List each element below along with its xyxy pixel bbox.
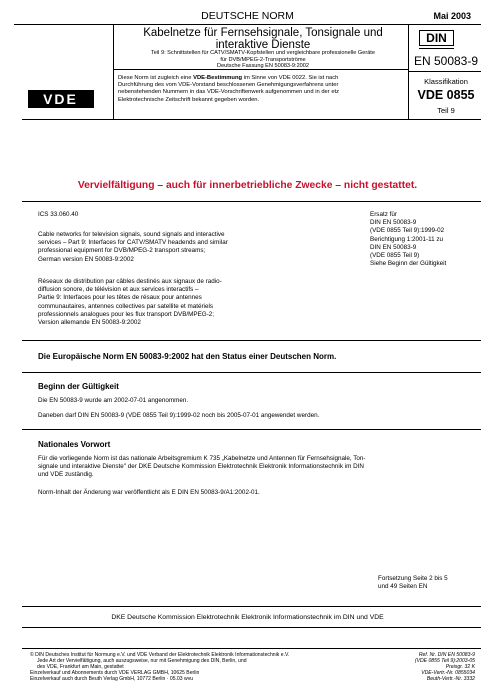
section-rule-2 [22, 340, 481, 341]
reference-footer: Ref. Nr. DIN EN 50083-9 (VDE 0855 Teil 9):2003-05 Preisgr. 32 K VDE-Vertr.-Nr. 0855034 Beuth-Vertr.-Nr. 3332 [414, 652, 475, 683]
title-bottom-rule [22, 119, 481, 120]
footer-rule [22, 648, 481, 649]
reproduction-warning: Vervielfältigung – auch für innerbetriebliche Zwecke – nicht gestattet. [77, 180, 418, 191]
foreword-amendment-note: Norm-Inhalt der Änderung war veröffentlicht als E DIN EN 50083-9/A1:2002-01. [38, 489, 260, 496]
validity-line-2: Daneben darf DIN EN 50083-9 (VDE 0855 Teil 9):1999-02 noch bis 2005-07-01 angewendet werden. [38, 412, 320, 419]
din-logo: DIN [419, 30, 454, 46]
french-title: Réseaux de distribution par câbles destinés aux signaux de radio- diffusion sonore, de télévision et aux services interactifs – Partie 9: Interfaces pour les têtes de résaux pour antennes communautaires, antennes collectives par satellite et matériels professionnels analogues pour les flux transport DVB/MPEG-2; Version allemande EN 50083-9:2002 [38, 278, 222, 327]
foreword-paragraph: Für die vorliegende Norm ist das nationale Arbeitsgremium K 735 „Kabelnetze und Antennen für Fernsehsignale, Ton- signale und interaktive Dienste" der DKE Deutsche Kommission Elektrotechnik Elektronik Informationstechnik im DIN und VDE zuständig. [38, 455, 366, 479]
document-subtitle: Teil 9: Schnittstellen für CATV/SMATV-Kopfstellen und vergleichbare professionelle Geräte für DVB/MPEG-2-Transportströme Deutsche Fassung EN 50083-9:2002 [151, 50, 375, 70]
document-number: EN 50083-9 [413, 54, 479, 68]
dke-commission: DKE Deutsche Kommission Elektrotechnik Elektronik Informationstechnik im DIN und VDE [111, 614, 384, 621]
continuation-note: Fortsetzung Seite 2 bis 5 und 49 Seiten EN [378, 575, 448, 591]
title-divider-left [113, 24, 114, 119]
vde-logo-box [22, 81, 99, 117]
norm-header: DEUTSCHE NORM [201, 10, 294, 22]
validity-line-1: Die EN 50083-9 wurde am 2002-07-01 angenommen. [38, 397, 189, 404]
validity-heading: Beginn der Gültigkeit [38, 382, 119, 391]
classification-part: Teil 9 [437, 106, 455, 115]
vde-logo: VDE [28, 90, 94, 108]
section-rule-1 [22, 201, 481, 202]
copyright-footer: © DIN Deutsches Institut für Normung e.V. und VDE Verband der Elektrotechnik Elektronik Informationstechnik e.V. Jede Art der Vervielfältigung, auch auszugsweise, nur mit Genehmigung des DIN, Berlin, und des VDE, Frankfurt am Main, gestattet Einzelverkauf und Abonnements durch VDE VERLAG GMBH, 10625 Berlin Einzelverkauf auch durch Beuth Verlag GmbH, 10772 Berlin · 05.03 wvu [30, 652, 290, 683]
header-rule [14, 24, 481, 25]
classification-label: Klassifikation [424, 77, 468, 86]
document-title: Kabelnetze für Fernsehsignale, Tonsignale und interaktive Dienste [143, 27, 383, 51]
vde-notice: Diese Norm ist zugleich eine VDE-Bestimmung im Sinne von VDE 0022. Sie ist nach Durchführung des vom VDE-Vorstand beschlossenen Genehmigungsverfahrens unter nebenstehenden Nummern in das VDE-Vorschriftenwerk aufgenommen und in der etz Elektrotechnische Zeitschrift bekannt gegeben worden. [118, 75, 340, 103]
status-statement: Die Europäische Norm EN 50083-9:2002 hat den Status einer Deutschen Norm. [38, 352, 337, 361]
section-rule-3 [22, 372, 481, 373]
replacement-info: Ersatz für DIN EN 50083-9 (VDE 0855 Teil 9):1999-02 Berichtigung 1:2001-11 zu DIN EN 50083-9 (VDE 0855 Teil 9) Siehe Beginn der Gültigkeit [370, 211, 447, 268]
foreword-heading: Nationales Vorwort [38, 440, 111, 449]
section-rule-4 [22, 429, 481, 430]
ics-code: ICS 33.060.40 [38, 211, 79, 218]
classification-value: VDE 0855 [417, 88, 475, 102]
dke-rule-top [22, 606, 481, 607]
dke-rule-bottom [22, 627, 481, 628]
english-title: Cable networks for television signals, sound signals and interactive services – Part 9: Interfaces for CATV/SMATV headends and similar professional equipment for DVB/MPEG-2 transport streams; German version EN 50083-9:2002 [38, 231, 228, 263]
docnum-rule [408, 71, 481, 72]
publication-date: Mai 2003 [433, 11, 471, 21]
